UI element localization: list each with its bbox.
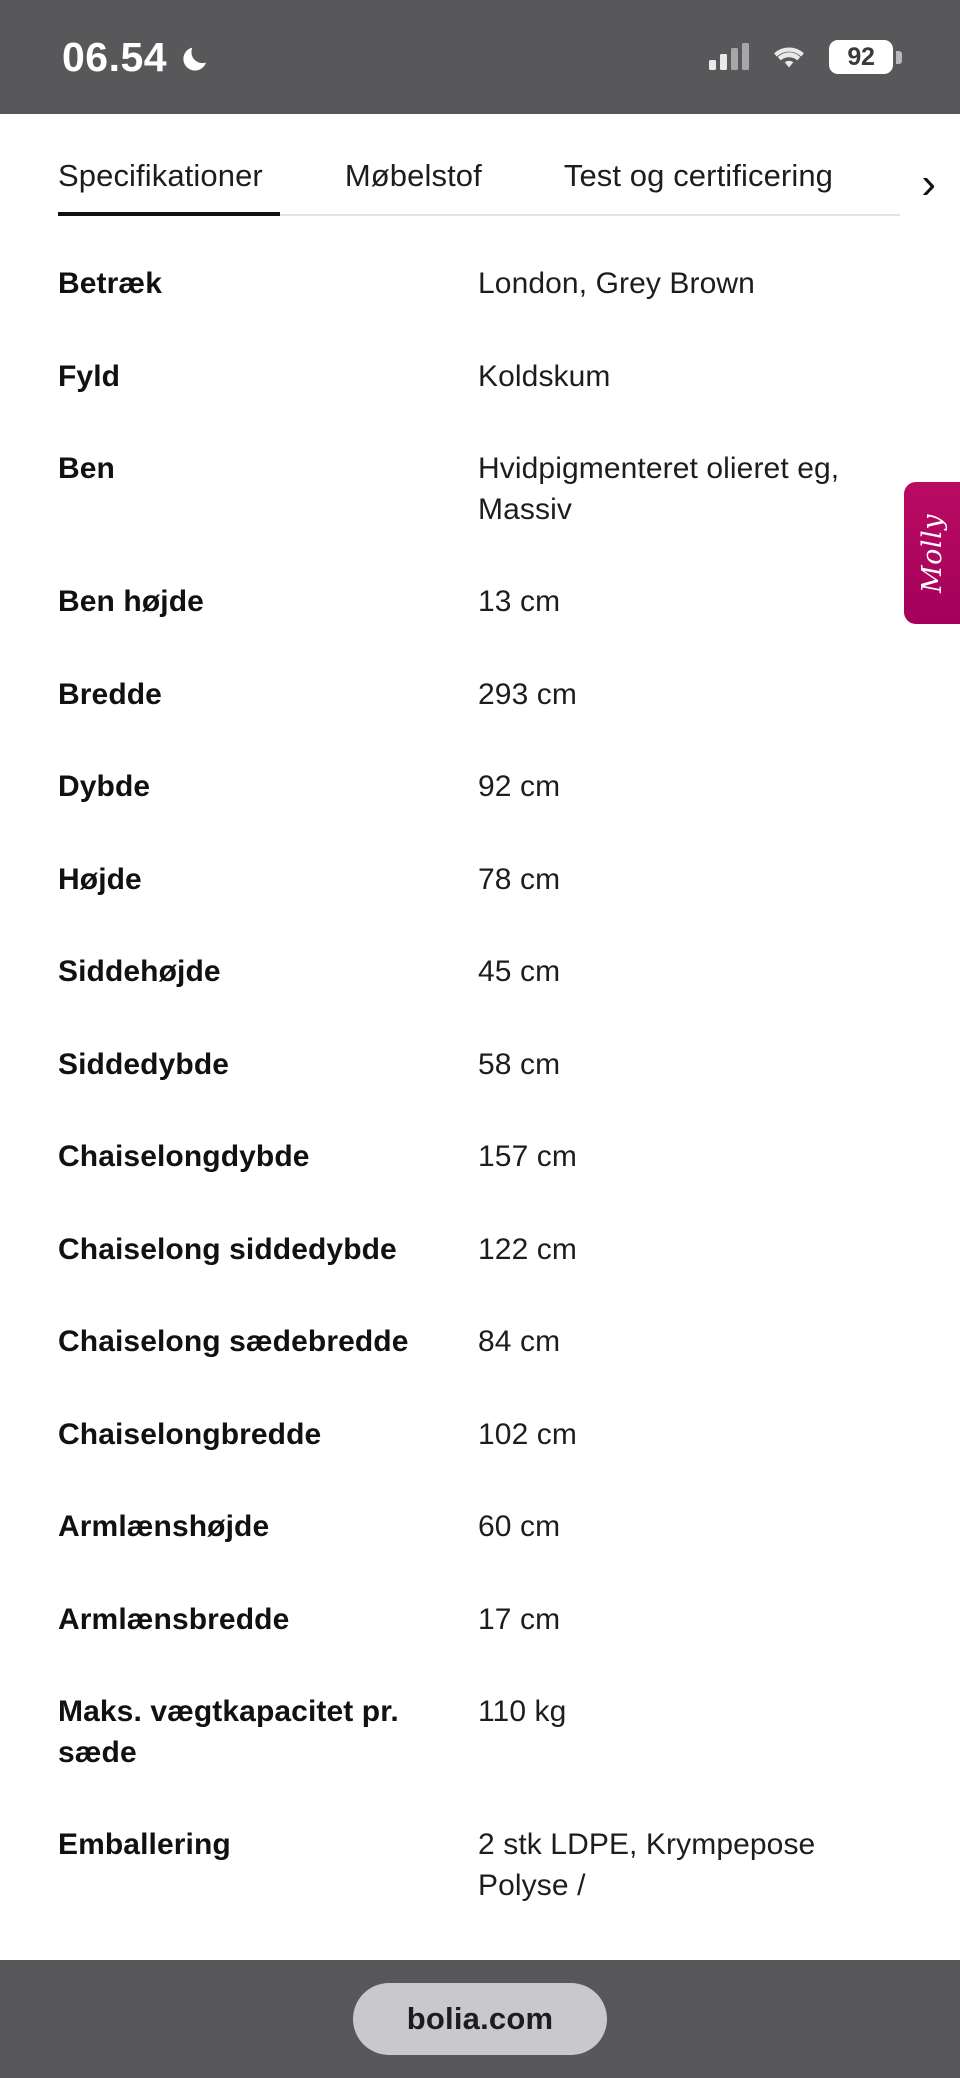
table-row — [0, 1507, 960, 1548]
molly-side-tab-label: Molly — [916, 513, 948, 593]
table-row — [0, 264, 960, 305]
spec-label: Betræk — [58, 267, 162, 300]
status-bar-left — [62, 33, 215, 80]
spec-value: Hvidpigmenteret olieret eg, Massiv — [478, 452, 840, 526]
spec-value: 293 cm — [478, 677, 577, 711]
molly-side-tab[interactable] — [904, 482, 960, 624]
spec-label: Fyld — [58, 359, 121, 393]
table-row — [0, 1137, 960, 1178]
tab-bar — [0, 114, 960, 216]
table-row — [0, 767, 960, 808]
browser-bottom-bar — [0, 1960, 960, 2078]
table-row — [0, 860, 960, 901]
spec-label: Chaiselongbredde — [58, 1417, 322, 1451]
spec-value: 2 stk LDPE, Krympepose Polyse / — [478, 1828, 816, 1902]
crescent-moon-icon — [181, 40, 215, 74]
chevron-right-icon[interactable]: › — [921, 159, 936, 208]
spec-label: Chaiselong sædebredde — [58, 1325, 409, 1358]
table-row — [0, 449, 960, 530]
spec-value: 78 cm — [478, 862, 561, 896]
spec-label: Chaiselong siddedybde — [58, 1232, 397, 1266]
table-row — [0, 1045, 960, 1086]
status-bar-right — [709, 40, 902, 74]
spec-label: Emballering — [58, 1828, 231, 1861]
table-row — [0, 1230, 960, 1271]
spec-label: Siddedybde — [58, 1047, 230, 1081]
tab-mobelstof[interactable]: Møbelstof — [344, 158, 482, 193]
address-bar[interactable]: bolia.com — [353, 1983, 608, 2055]
table-row — [0, 1322, 960, 1363]
battery-percent-label: 92 — [847, 42, 875, 71]
spec-value: 157 cm — [478, 1140, 577, 1173]
table-row — [0, 1692, 960, 1773]
spec-value: 102 cm — [478, 1417, 577, 1451]
battery-indicator — [829, 40, 902, 74]
table-row — [0, 675, 960, 716]
specifications-table — [0, 264, 960, 1906]
spec-label: Ben — [58, 452, 115, 485]
spec-label: Ben højde — [58, 585, 204, 618]
spec-label: Dybde — [58, 770, 151, 803]
spec-label: Chaiselongdybde — [58, 1140, 310, 1173]
tab-specifikationer[interactable]: Specifikationer — [58, 158, 263, 193]
spec-value: 17 cm — [478, 1602, 561, 1636]
spec-value: 92 cm — [478, 770, 561, 803]
spec-value: 122 cm — [478, 1232, 577, 1266]
spec-value: 84 cm — [478, 1325, 561, 1358]
cellular-signal-icon — [709, 44, 749, 70]
page-content — [0, 114, 960, 1960]
spec-value: 60 cm — [478, 1510, 561, 1543]
clock: 06.54 — [62, 33, 168, 80]
spec-label: Siddehøjde — [58, 955, 221, 988]
table-row — [0, 1825, 960, 1906]
table-row — [0, 1600, 960, 1641]
spec-value: 58 cm — [478, 1047, 561, 1081]
spec-value: 110 kg — [478, 1695, 567, 1728]
table-row — [0, 952, 960, 993]
spec-label: Armlænsbredde — [58, 1602, 290, 1636]
tab-list — [0, 158, 960, 216]
table-row — [0, 1415, 960, 1456]
tab-test-og-certificering[interactable]: Test og certificering — [563, 158, 834, 193]
spec-value: London, Grey Brown — [478, 267, 755, 300]
table-row — [0, 582, 960, 623]
battery-body — [829, 40, 893, 74]
table-row — [0, 357, 960, 398]
spec-value: 45 cm — [478, 955, 561, 988]
spec-label: Maks. vægtkapacitet pr. sæde — [58, 1695, 399, 1769]
status-bar — [0, 0, 960, 114]
spec-label: Højde — [58, 862, 142, 896]
battery-cap — [896, 51, 902, 64]
tab-active-indicator — [58, 212, 280, 216]
wifi-icon — [771, 44, 807, 71]
spec-value: 13 cm — [478, 585, 561, 618]
spec-label: Armlænshøjde — [58, 1510, 270, 1543]
spec-label: Bredde — [58, 677, 162, 711]
spec-value: Koldskum — [478, 359, 611, 393]
